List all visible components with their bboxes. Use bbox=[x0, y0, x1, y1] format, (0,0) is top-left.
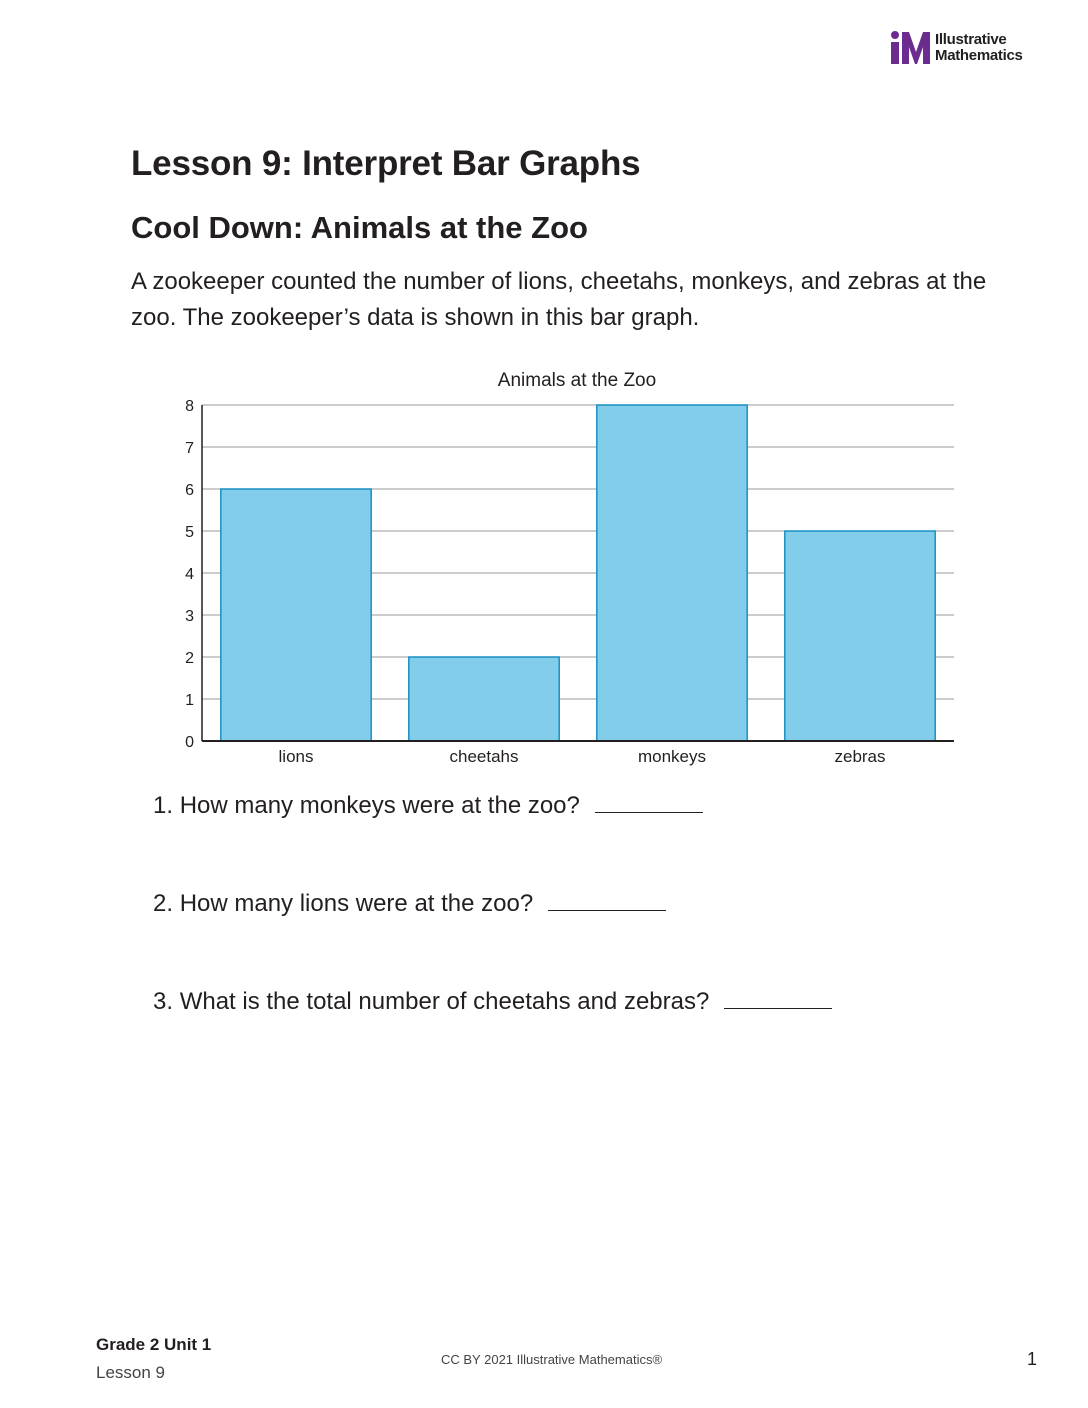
y-axis-ticks bbox=[185, 398, 194, 751]
answer-blank-2[interactable] bbox=[548, 884, 666, 911]
question-3 bbox=[153, 982, 832, 1080]
y-tick-label: 3 bbox=[185, 608, 194, 625]
y-tick-label: 4 bbox=[185, 566, 194, 583]
answer-blank-1[interactable] bbox=[595, 786, 703, 813]
question-1-text: How many monkeys were at the zoo? bbox=[179, 792, 580, 819]
footer-page-number: 1 bbox=[1027, 1349, 1038, 1369]
footer-grade-unit: Grade 2 Unit 1 bbox=[96, 1335, 212, 1354]
bar-cheetahs bbox=[409, 657, 559, 741]
y-tick-label: 7 bbox=[185, 440, 194, 457]
chart-title: Animals at the Zoo bbox=[497, 370, 657, 391]
bar-chart bbox=[150, 360, 970, 780]
logo-line-2: Mathematics bbox=[935, 47, 1023, 64]
bar-lions bbox=[221, 489, 371, 741]
section-title: Cool Down: Animals at the Zoo bbox=[131, 210, 588, 245]
bar-zebras bbox=[785, 531, 935, 741]
x-tick-label-zebras: zebras bbox=[834, 747, 886, 766]
y-tick-label: 5 bbox=[185, 524, 194, 541]
bar-monkeys bbox=[597, 405, 747, 741]
logo-text bbox=[935, 32, 1023, 64]
y-tick-label: 1 bbox=[185, 692, 194, 709]
answer-blank-3[interactable] bbox=[724, 982, 832, 1009]
x-axis-ticks bbox=[279, 747, 886, 766]
y-tick-label: 6 bbox=[185, 482, 194, 499]
question-3-text: What is the total number of cheetahs and zebras? bbox=[179, 988, 710, 1015]
footer-lesson: Lesson 9 bbox=[96, 1363, 165, 1382]
y-tick-label: 8 bbox=[185, 398, 194, 415]
footer-copyright: CC BY 2021 Illustrative Mathematics® bbox=[441, 1352, 663, 1367]
y-tick-label: 2 bbox=[185, 650, 194, 667]
x-tick-label-cheetahs: cheetahs bbox=[449, 747, 519, 766]
question-2-text: How many lions were at the zoo? bbox=[179, 890, 534, 917]
y-tick-label: 0 bbox=[185, 734, 194, 751]
question-list bbox=[153, 786, 832, 1080]
lesson-title: Lesson 9: Interpret Bar Graphs bbox=[131, 144, 641, 183]
x-tick-label-monkeys: monkeys bbox=[637, 747, 707, 766]
question-2 bbox=[153, 884, 832, 982]
question-3-number: 3. bbox=[153, 988, 174, 1015]
question-1-number: 1. bbox=[153, 792, 174, 819]
logo-line-1: Illustrative bbox=[935, 31, 1007, 48]
question-2-number: 2. bbox=[153, 890, 174, 917]
question-1 bbox=[153, 786, 832, 884]
intro-paragraph: A zookeeper counted the number of lions, cheetahs, monkeys, and zebras at the zoo. The zookeeper’s data is shown in this bar graph. bbox=[131, 268, 987, 331]
x-tick-label-lions: lions bbox=[278, 747, 314, 766]
im-logo-icon bbox=[889, 30, 931, 66]
